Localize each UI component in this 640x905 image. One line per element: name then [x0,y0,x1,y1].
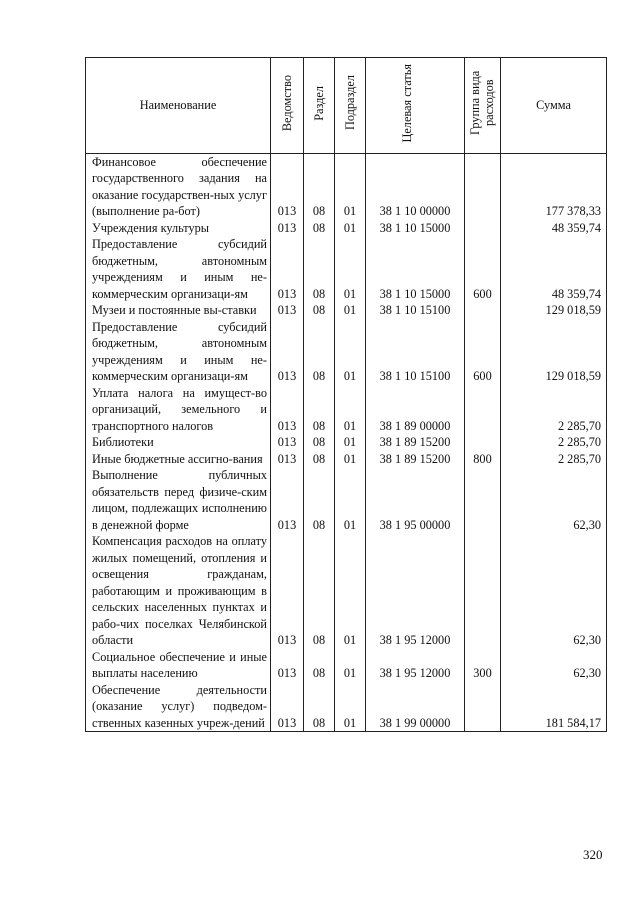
table-row [86,236,607,302]
row-podrazdel: 01 [335,236,366,302]
row-summa: 62,30 [501,649,607,682]
budget-table [85,57,607,732]
row-gruppa [465,434,501,451]
row-gruppa: 600 [465,236,501,302]
row-summa: 48 359,74 [501,236,607,302]
row-celevaya-statya: 38 1 89 15200 [366,434,465,451]
page-number: 320 [583,847,603,862]
row-vedomstvo: 013 [271,220,304,237]
row-gruppa [465,302,501,319]
row-vedomstvo: 013 [271,236,304,302]
row-gruppa [465,220,501,237]
row-name: Музеи и постоянные вы-ставки [86,302,271,319]
row-razdel: 08 [304,533,335,649]
row-razdel: 08 [304,153,335,220]
table-header-row [86,58,607,154]
row-vedomstvo: 013 [271,533,304,649]
row-celevaya-statya: 38 1 95 12000 [366,649,465,682]
table-row [86,434,607,451]
row-vedomstvo: 013 [271,319,304,385]
row-name: Учреждения культуры [86,220,271,237]
row-celevaya-statya: 38 1 10 15100 [366,302,465,319]
table-row [86,220,607,237]
row-podrazdel: 01 [335,220,366,237]
row-name: Иные бюджетные ассигно-вания [86,451,271,468]
row-vedomstvo: 013 [271,451,304,468]
row-vedomstvo: 013 [271,682,304,732]
row-summa: 2 285,70 [501,434,607,451]
row-summa: 2 285,70 [501,385,607,435]
row-vedomstvo: 013 [271,467,304,533]
header-razdel: Раздел [304,58,335,154]
header-name: Наименование [86,58,271,154]
row-name: Выполнение публичных обязательств перед физиче-ским лицом, подлежащих исполнению в денежной форме [86,467,271,533]
row-razdel: 08 [304,302,335,319]
row-podrazdel: 01 [335,451,366,468]
row-summa: 2 285,70 [501,451,607,468]
row-name: Уплата налога на имущест-во организаций, земельного и транспортного налогов [86,385,271,435]
table-row [86,649,607,682]
row-razdel: 08 [304,434,335,451]
row-summa: 129 018,59 [501,302,607,319]
header-summa: Сумма [501,58,607,154]
row-name: Компенсация расходов на оплату жилых помещений, отопления и освещения гражданам, работающим и проживающим в сельских населенных пунктах и рабо-чих поселках Челябинской области [86,533,271,649]
table-row [86,533,607,649]
row-vedomstvo: 013 [271,434,304,451]
row-celevaya-statya: 38 1 10 15100 [366,319,465,385]
row-podrazdel: 01 [335,649,366,682]
row-celevaya-statya: 38 1 89 00000 [366,385,465,435]
row-podrazdel: 01 [335,434,366,451]
row-name: Финансовое обеспечение государственного задания на оказание государствен-ных услуг (выполнение ра-бот) [86,153,271,220]
row-celevaya-statya: 38 1 89 15200 [366,451,465,468]
row-name: Предоставление субсидий бюджетным, автономным учреждениям и иным не-коммерческим организаци-ям [86,319,271,385]
row-celevaya-statya: 38 1 10 15000 [366,236,465,302]
row-summa: 62,30 [501,467,607,533]
row-gruppa: 600 [465,319,501,385]
header-vedomstvo: Ведомство [271,58,304,154]
row-podrazdel: 01 [335,385,366,435]
header-gruppa-vida-rashodov: Группа вида расходов [465,58,501,154]
row-celevaya-statya: 38 1 95 00000 [366,467,465,533]
row-gruppa: 800 [465,451,501,468]
row-vedomstvo: 013 [271,385,304,435]
row-name: Обеспечение деятельности (оказание услуг) подведом-ственных казенных учреж-дений [86,682,271,732]
row-podrazdel: 01 [335,533,366,649]
row-gruppa [465,682,501,732]
row-gruppa [465,533,501,649]
header-celevaya-statya: Целевая статья [366,58,465,154]
row-vedomstvo: 013 [271,649,304,682]
row-razdel: 08 [304,220,335,237]
row-razdel: 08 [304,385,335,435]
table-row [86,451,607,468]
row-razdel: 08 [304,682,335,732]
row-podrazdel: 01 [335,682,366,732]
row-razdel: 08 [304,649,335,682]
row-gruppa: 300 [465,649,501,682]
table-row [86,153,607,220]
row-podrazdel: 01 [335,302,366,319]
table-row [86,467,607,533]
row-celevaya-statya: 38 1 99 00000 [366,682,465,732]
row-name: Предоставление субсидий бюджетным, автономным учреждениям и иным не-коммерческим организаци-ям [86,236,271,302]
table-row [86,319,607,385]
header-podrazdel: Подраздел [335,58,366,154]
row-podrazdel: 01 [335,467,366,533]
row-vedomstvo: 013 [271,153,304,220]
row-celevaya-statya: 38 1 10 15000 [366,220,465,237]
row-summa: 177 378,33 [501,153,607,220]
row-podrazdel: 01 [335,153,366,220]
row-celevaya-statya: 38 1 95 12000 [366,533,465,649]
row-summa: 129 018,59 [501,319,607,385]
table-row [86,302,607,319]
row-name: Социальное обеспечение и иные выплаты населению [86,649,271,682]
table-body [86,153,607,732]
row-summa: 62,30 [501,533,607,649]
table-row [86,385,607,435]
row-razdel: 08 [304,319,335,385]
row-vedomstvo: 013 [271,302,304,319]
row-celevaya-statya: 38 1 10 00000 [366,153,465,220]
row-gruppa [465,153,501,220]
row-razdel: 08 [304,236,335,302]
row-razdel: 08 [304,451,335,468]
table-row [86,682,607,732]
row-summa: 48 359,74 [501,220,607,237]
row-gruppa [465,467,501,533]
row-podrazdel: 01 [335,319,366,385]
row-razdel: 08 [304,467,335,533]
row-summa: 181 584,17 [501,682,607,732]
row-gruppa [465,385,501,435]
row-name: Библиотеки [86,434,271,451]
